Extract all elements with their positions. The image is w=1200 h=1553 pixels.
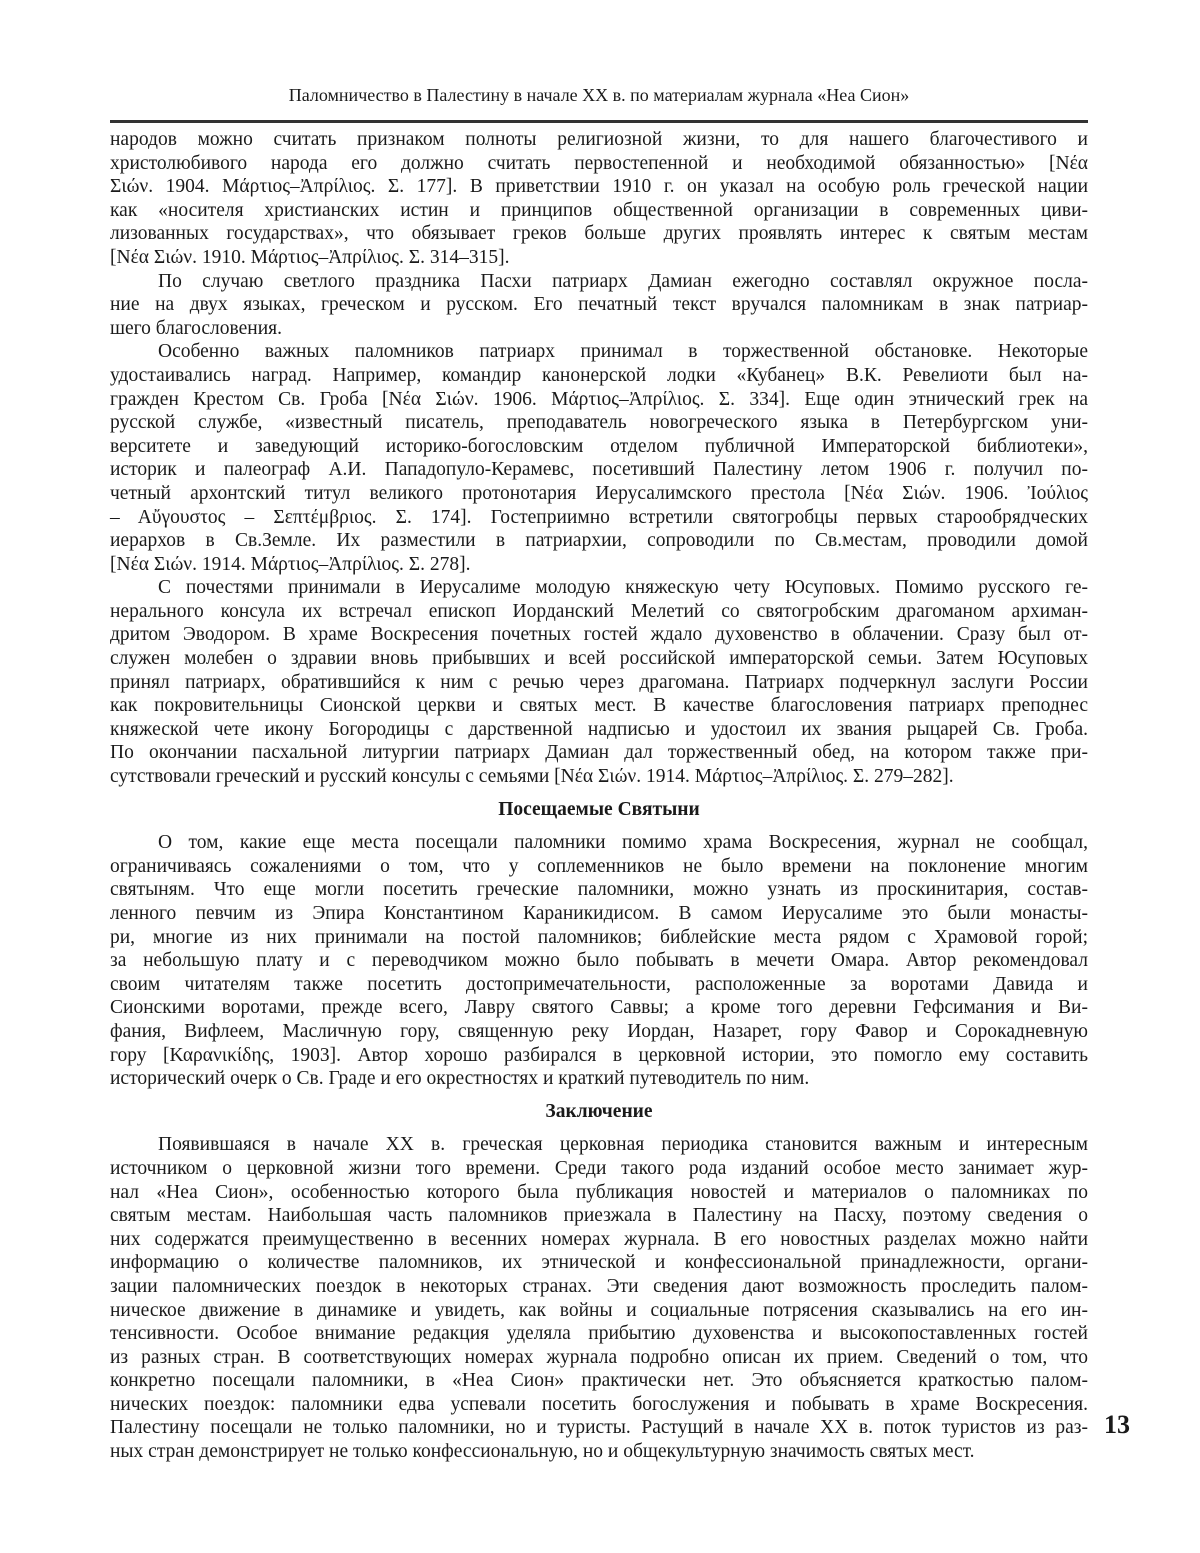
text-line: из разных стран. В соответствующих номерах журнала подробно описан их прием. Сведений о том, что	[110, 1346, 1088, 1370]
paragraph	[110, 128, 1088, 270]
text-line: Особенно важных паломников патриарх принимал в торжественной обстановке. Некоторые	[110, 340, 1088, 364]
text-line: зации паломнических поездок в некоторых странах. Эти сведения дают возможность проследить палом-	[110, 1275, 1088, 1299]
text-line: четный архонтский титул великого протонотария Иерусалимского престола [Νέα Σιών. 1906. Ἰούλιος	[110, 482, 1088, 506]
paragraph	[110, 1133, 1088, 1463]
text-line: нических поездок: паломники едва успевали посетить богослужения и побывать в храме Воскресения.	[110, 1393, 1088, 1417]
text-line: – Αὔγουστος – Σεπτέμβριος. Σ. 174]. Гостеприимно встретили святогробцы первых старообрядческих	[110, 506, 1088, 530]
text-line: русской службе, «известный писатель, преподаватель новогреческого языка в Петербургском уни-	[110, 411, 1088, 435]
text-line: Σιών. 1904. Μάρτιος–Ἀπρίλιος. Σ. 177]. В приветствии 1910 г. он указал на особую роль греческой нации	[110, 175, 1088, 199]
paragraph	[110, 576, 1088, 788]
text-line: С почестями принимали в Иерусалиме молодую княжескую чету Юсуповых. Помимо русского ге-	[110, 576, 1088, 600]
text-line: исторический очерк о Св. Граде и его окрестностях и краткий путеводитель по ним.	[110, 1067, 1088, 1091]
text-line: верситете и заведующий историко-богословским отделом публичной Императорской библиотеки»,	[110, 435, 1088, 459]
text-line: О том, какие еще места посещали паломники помимо храма Воскресения, журнал не сообщал,	[110, 831, 1088, 855]
text-line: своим читателям также посетить достопримечательности, расположенные за воротами Давида и	[110, 973, 1088, 997]
text-line: лизованных государствах», что обязывает греков больше других проявлять интерес к святым местам	[110, 222, 1088, 246]
text-line: шего благословения.	[110, 317, 1088, 341]
text-line: конкретно посещали паломники, в «Неа Сион» практически нет. Это объясняется краткостью палом-	[110, 1369, 1088, 1393]
text-line: нал «Неа Сион», особенностью которого была публикация новостей и материалов о паломниках по	[110, 1181, 1088, 1205]
text-line: [Νέα Σιών. 1910. Μάρτιος–Ἀπρίλιος. Σ. 314–315].	[110, 246, 1088, 270]
paragraph	[110, 270, 1088, 341]
text-line: за небольшую плату и с переводчиком можно было побывать в мечети Омара. Автор рекомендовал	[110, 949, 1088, 973]
text-line: По окончании пасхальной литургии патриарх Дамиан дал торжественный обед, на котором также при-	[110, 741, 1088, 765]
text-line: источником о церковной жизни того времени. Среди такого рода изданий особое место занимает жур-	[110, 1157, 1088, 1181]
text-line: ленного певчим из Эпира Константином Караникидисом. В самом Иерусалиме это были монасты-	[110, 902, 1088, 926]
text-line: Появившаяся в начале XX в. греческая церковная периодика становится важным и интересным	[110, 1133, 1088, 1157]
text-line: Палестину посещали не только паломники, но и туристы. Растущий в начале XX в. поток туристов из раз-	[110, 1416, 1088, 1440]
text-line: них содержатся преимущественно в весенних номерах журнала. В его новостных разделах можно найти	[110, 1228, 1088, 1252]
section-heading: Посещаемые Святыни	[110, 798, 1088, 822]
text-line: народов можно считать признаком полноты религиозной жизни, то для нашего благочестивого и	[110, 128, 1088, 152]
text-line: иерархов в Св.Земле. Их разместили в патриархии, сопроводили по Св.местам, проводили домой	[110, 529, 1088, 553]
running-head: Паломничество в Палестину в начале XX в. по материалам журнала «Неа Сион»	[110, 83, 1088, 107]
section-heading: Заключение	[110, 1100, 1088, 1124]
text-line: как «носителя христианских истин и принципов общественной организации в современных циви-	[110, 199, 1088, 223]
text-line: служен молебен о здравии вновь прибывших и всей российской императорской семьи. Затем Юсуповых	[110, 647, 1088, 671]
text-line: гору [Καρανικίδης, 1903]. Автор хорошо разбирался в церковной истории, это помогло ему составить	[110, 1044, 1088, 1068]
text-line: ограничиваясь сожалениями о том, что у соплеменников не было времени на поклонение многим	[110, 855, 1088, 879]
header-rule	[110, 120, 1088, 123]
text-line: святым местам. Наибольшая часть паломников приезжала в Палестину на Пасху, поэтому сведения о	[110, 1204, 1088, 1228]
text-line: сутствовали греческий и русский консулы с семьями [Νέα Σιών. 1914. Μάρτιος–Ἀπρίλιος. Σ. 279–282].	[110, 765, 1088, 789]
text-line: ническое движение в динамике и увидеть, как войны и социальные потрясения сказывались на его ин-	[110, 1299, 1088, 1323]
text-line: ние на двух языках, греческом и русском. Его печатный текст вручался паломникам в знак патриар-	[110, 293, 1088, 317]
text-line: нерального консула их встречал епископ Иорданский Мелетий со святогробским драгоманом архиман-	[110, 600, 1088, 624]
text-line: историк и палеограф А.И. Пападопуло-Керамевс, посетивший Палестину летом 1906 г. получил по-	[110, 458, 1088, 482]
text-line: ных стран демонстрирует не только конфессиональную, но и общекультурную значимость святых мест.	[110, 1440, 1088, 1464]
text-line: гражден Крестом Св. Гроба [Νέα Σιών. 1906. Μάρτιος–Ἀπρίλιος. Σ. 334]. Еще один этнический грек на	[110, 388, 1088, 412]
text-line: тенсивности. Особое внимание редакция уделяла прибытию духовенства и высокопоставленных гостей	[110, 1322, 1088, 1346]
text-line: ри, многие из них принимали на постой паломников; библейские места рядом с Храмовой горой;	[110, 926, 1088, 950]
text-line: княжеской чете икону Богородицы с дарственной надписью и удостоил их звания рыцарей Св. Гроба.	[110, 718, 1088, 742]
paragraph	[110, 340, 1088, 576]
page-body	[110, 128, 1088, 1464]
text-line: христолюбивого народа его должно считать первостепенной и необходимой обязанностью» [Νέα	[110, 152, 1088, 176]
text-line: удостаивались наград. Например, командир канонерской лодки «Кубанец» В.К. Ревелиоти был на-	[110, 364, 1088, 388]
text-line: информацию о количестве паломников, их этнической и конфессиональной принадлежности, органи-	[110, 1251, 1088, 1275]
text-line: святыням. Что еще могли посетить греческие паломники, можно узнать из проскинитария, состав-	[110, 878, 1088, 902]
text-line: По случаю светлого праздника Пасхи патриарх Дамиан ежегодно составлял окружное посла-	[110, 270, 1088, 294]
text-line: фания, Вифлеем, Масличную гору, священную реку Иордан, Назарет, гору Фавор и Сорокадневную	[110, 1020, 1088, 1044]
text-line: Сионскими воротами, прежде всего, Лавру святого Саввы; а кроме того деревни Гефсимания и Ви-	[110, 996, 1088, 1020]
page-number: 13	[1104, 1410, 1130, 1440]
text-line: как покровительницы Сионской церкви и святых мест. В качестве благословения патриарх преподнес	[110, 694, 1088, 718]
paragraph	[110, 831, 1088, 1091]
text-line: [Νέα Σιών. 1914. Μάρτιος–Ἀπρίλιος. Σ. 278].	[110, 553, 1088, 577]
text-line: дритом Эводором. В храме Воскресения почетных гостей ждало духовенство в облачении. Сразу был от-	[110, 623, 1088, 647]
text-line: принял патриарх, обратившийся к ним с речью через драгомана. Патриарх подчеркнул заслуги России	[110, 671, 1088, 695]
